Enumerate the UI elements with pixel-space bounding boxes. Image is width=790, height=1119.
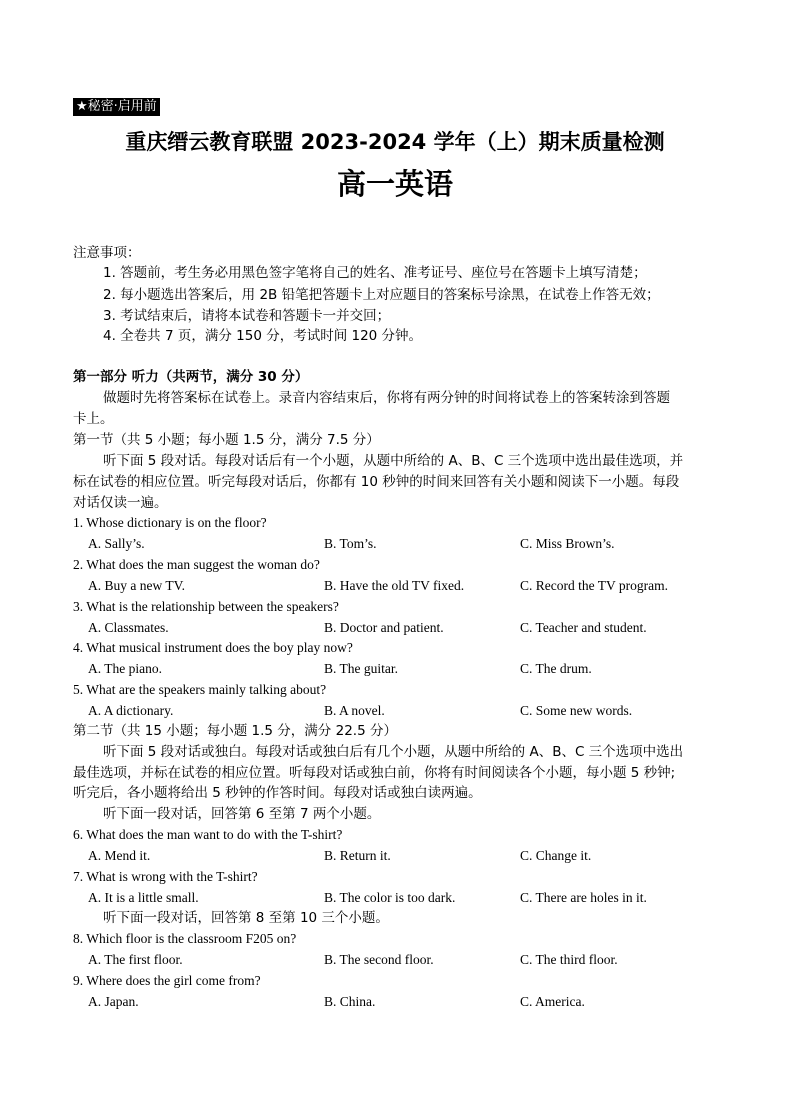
exam-title: 重庆缙云教育联盟 2023-2024 学年（上）期末质量检测: [125, 130, 665, 154]
section2-instructions: 最佳选项，并标在试卷的相应位置。听每段对话或独白前，你将有时间阅读各个小题，每小题 5 秒钟;: [73, 765, 676, 781]
q2-option-a: A. Buy a new TV.: [88, 578, 185, 593]
question-3: 3. What is the relationship between the speakers?: [73, 599, 339, 614]
part1-intro: 做题时先将答案标在试卷上。录音内容结束后，你将有两分钟的时间将试卷上的答案转涂到答题: [103, 390, 670, 406]
question-9: 9. Where does the girl come from?: [73, 973, 261, 988]
note-item: 1. 答题前，考生务必用黑色签字笔将自己的姓名、准考证号、座位号在答题卡上填写清楚；: [103, 265, 647, 281]
q9-option-c: C. America.: [520, 994, 585, 1009]
part1-intro: 卡上。: [73, 411, 114, 427]
question-1: 1. Whose dictionary is on the floor?: [73, 515, 267, 530]
q1-option-a: A. Sally’s.: [88, 536, 145, 551]
question-4: 4. What musical instrument does the boy play now?: [73, 640, 353, 655]
q7-option-b: B. The color is too dark.: [324, 890, 456, 905]
q5-option-a: A. A dictionary.: [88, 703, 174, 718]
q4-option-b: B. The guitar.: [324, 661, 398, 676]
note-item: 3. 考试结束后，请将本试卷和答题卡一并交回；: [103, 308, 391, 324]
note-item: 4. 全卷共 7 页，满分 150 分，考试时间 120 分钟。: [103, 328, 423, 344]
q8-option-a: A. The first floor.: [88, 952, 183, 967]
secret-label: ★秘密·启用前: [73, 98, 160, 116]
notes-heading: 注意事项：: [73, 245, 141, 261]
q3-option-b: B. Doctor and patient.: [324, 620, 444, 635]
q1-option-c: C. Miss Brown’s.: [520, 536, 615, 551]
q1-option-b: B. Tom’s.: [324, 536, 377, 551]
section2-instructions: 听完后，各小题将给出 5 秒钟的作答时间。每段对话或独白读两遍。: [73, 785, 482, 801]
section2-instructions: 听下面 5 段对话或独白。每段对话或独白后有几个小题，从题中所给的 A、B、C 三个选项中选出: [103, 744, 684, 760]
note-item: 2. 每小题选出答案后，用 2B 铅笔把答题卡上对应题目的答案标号涂黑，在试卷上作答无效；: [103, 287, 660, 303]
dialogue-instruction: 听下面一段对话，回答第 8 至第 10 三个小题。: [103, 910, 389, 926]
q5-option-c: C. Some new words.: [520, 703, 633, 718]
q6-option-b: B. Return it.: [324, 848, 391, 863]
question-2: 2. What does the man suggest the woman do?: [73, 557, 320, 572]
q6-option-c: C. Change it.: [520, 848, 592, 863]
section1-instructions: 对话仅读一遍。: [73, 495, 168, 511]
question-6: 6. What does the man want to do with the T-shirt?: [73, 827, 343, 842]
q5-option-b: B. A novel.: [324, 703, 385, 718]
part1-heading: 第一部分 听力（共两节，满分 30 分）: [73, 369, 309, 385]
exam-subject: 高一英语: [336, 167, 453, 201]
question-8: 8. Which floor is the classroom F205 on?: [73, 931, 297, 946]
q8-option-c: C. The third floor.: [520, 952, 618, 967]
section1-heading: 第一节（共 5 小题；每小题 1.5 分，满分 7.5 分）: [73, 432, 380, 448]
q2-option-b: B. Have the old TV fixed.: [324, 578, 465, 593]
q4-option-a: A. The piano.: [88, 661, 162, 676]
q3-option-c: C. Teacher and student.: [520, 620, 647, 635]
q4-option-c: C. The drum.: [520, 661, 592, 676]
q9-option-b: B. China.: [324, 994, 376, 1009]
question-5: 5. What are the speakers mainly talking about?: [73, 682, 327, 697]
q7-option-a: A. It is a little small.: [88, 890, 199, 905]
question-7: 7. What is wrong with the T-shirt?: [73, 869, 258, 884]
q7-option-c: C. There are holes in it.: [520, 890, 647, 905]
section1-instructions: 听下面 5 段对话。每段对话后有一个小题，从题中所给的 A、B、C 三个选项中选出最佳选项，并: [103, 453, 684, 469]
q6-option-a: A. Mend it.: [88, 848, 151, 863]
q9-option-a: A. Japan.: [88, 994, 139, 1009]
section1-instructions: 标在试卷的相应位置。听完每段对话后，你都有 10 秒钟的时间来回答有关小题和阅读下一小题。每段: [73, 474, 680, 490]
q8-option-b: B. The second floor.: [324, 952, 434, 967]
q3-option-a: A. Classmates.: [88, 620, 169, 635]
dialogue-instruction: 听下面一段对话，回答第 6 至第 7 两个小题。: [103, 806, 381, 822]
section2-heading: 第二节（共 15 小题；每小题 1.5 分，满分 22.5 分）: [73, 723, 397, 739]
q2-option-c: C. Record the TV program.: [520, 578, 668, 593]
